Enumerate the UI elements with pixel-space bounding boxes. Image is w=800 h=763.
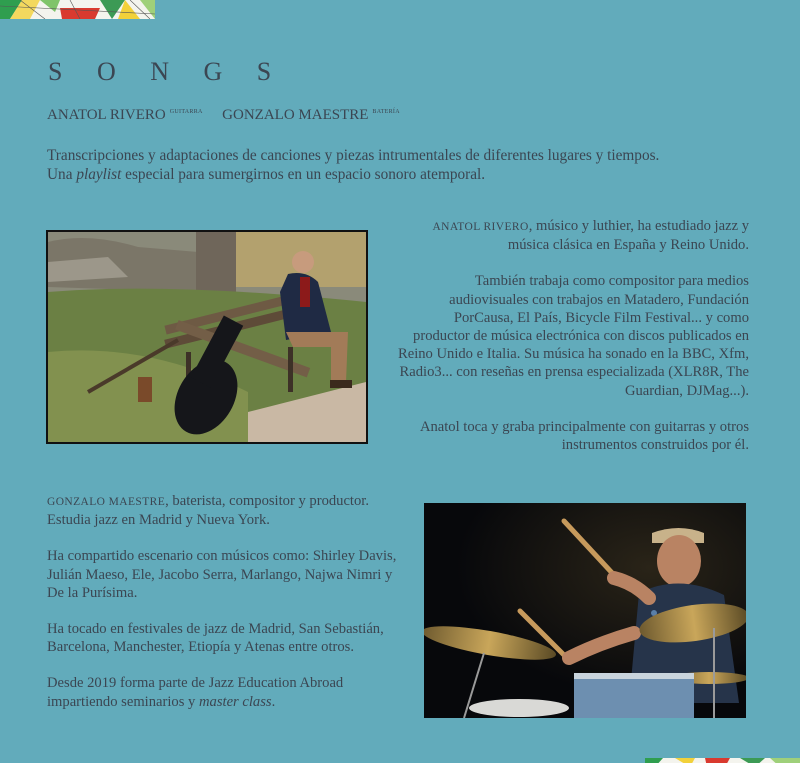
credit-name-gonzalo: GONZALO MAESTRE: [222, 107, 369, 123]
credit-role-gonzalo: BATERÍA: [372, 109, 400, 115]
bio-gonzalo-name: GONZALO MAESTRE: [47, 496, 166, 508]
decorative-pattern-bottom: [645, 754, 800, 763]
bio-anatol-name: ANATOL RIVERO: [432, 221, 529, 233]
bio-anatol-p1-text: , músico y luthier, ha estudiado jazz y música clásica en España y Reino Unido.: [507, 218, 749, 254]
bio-anatol-paragraph-3: Anatol toca y graba principalmente con guitarras y otros instrumentos construidos por él.: [419, 418, 749, 454]
bio-gonzalo-masterclass-em: master class: [199, 693, 272, 710]
bio-gonzalo-p4-end: .: [271, 693, 276, 710]
intro-line-2-end: especial para sumergirnos en un espacio sonoro atemporal.: [121, 166, 486, 183]
photo-gonzalo-maestre: [424, 503, 746, 718]
bio-gonzalo-p4-text: Desde 2019 forma parte de Jazz Education Abroad impartiendo seminarios y: [47, 675, 344, 710]
bio-gonzalo-p1-text: , baterista, compositor y productor. Estudia jazz en Madrid y Nueva York.: [47, 493, 369, 529]
bio-gonzalo-paragraph-4: [47, 674, 407, 710]
bio-gonzalo-paragraph-1: [47, 492, 407, 529]
intro-line-2-start: Una: [47, 166, 77, 183]
bio-anatol: [395, 217, 749, 472]
credits-line: [47, 107, 400, 124]
bio-anatol-paragraph-2: También trabaja como compositor para medios audiovisuales con trabajos en Matadero, Fundación PorCausa, El País, Bicycle Film Festival... y como productor de música electrónica con discos publicados en Reino Unido e Italia. Su música ha sonado en la BBC, Xfm, Radio3... con reseñas en prensa especializada (XLR8R, The Guardian, DJMag...).: [397, 273, 749, 399]
intro-line-1: Transcripciones y adaptaciones de canciones y piezas intrumentales de diferentes lugares y tiempos.: [47, 147, 660, 164]
bio-gonzalo: [47, 492, 407, 729]
photo-anatol-rivero: [46, 230, 368, 444]
credit-role-anatol: GUITARRA: [169, 109, 203, 115]
bio-gonzalo-paragraph-3: Ha tocado en festivales de jazz de Madrid, San Sebastián, Barcelona, Manchester, Etiopía y Atenas entre otros.: [47, 621, 384, 656]
intro-playlist-em: playlist: [76, 166, 122, 183]
credit-name-anatol: ANATOL RIVERO: [47, 107, 166, 123]
bio-gonzalo-paragraph-2: Ha compartido escenario con músicos como: Shirley Davis, Julián Maeso, Ele, Jacobo Serra, Marlango, Najwa Nimri y De la Purísima.: [47, 548, 397, 601]
bio-anatol-paragraph-1: [395, 217, 749, 254]
page-title: S O N G S: [48, 57, 286, 86]
intro-text: [47, 146, 747, 184]
decorative-pattern-top: [0, 0, 155, 19]
